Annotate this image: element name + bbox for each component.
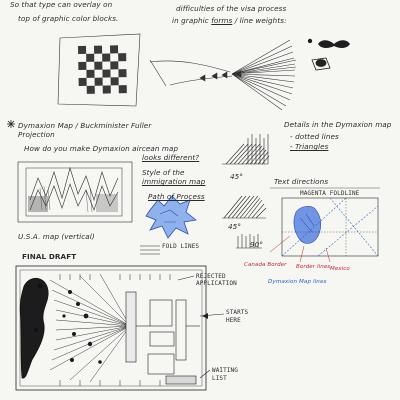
note-visa-weights: / line weights: xyxy=(234,16,287,25)
style-note-line1: Style of the xyxy=(142,168,185,177)
dymaxion-title-line1: Dymaxion Map / Buckminister Fuller xyxy=(18,121,152,130)
details-triangles: - Triangles xyxy=(290,142,329,151)
final-draft-sketch xyxy=(16,266,224,390)
immigration-map-sketch xyxy=(18,162,132,222)
dymaxion-title-line2: Projection xyxy=(18,130,55,139)
magenta-foldline-label: MAGENTA FOLDLINE xyxy=(300,190,360,197)
canada-border-label: Canada Border xyxy=(244,262,287,268)
text-directions-label: Text directions xyxy=(274,177,329,186)
fold-lines-mark xyxy=(140,246,160,254)
note-visa-graphic: in graphic xyxy=(172,16,209,25)
rejected-line1: REJECTED xyxy=(196,273,226,280)
waiting-list-line1: WAITING xyxy=(212,367,238,374)
dymaxion-question: How do you make Dymaxion aircean map xyxy=(24,144,179,153)
style-note-line2: immigration map xyxy=(142,177,206,186)
angle-45-top: 45° xyxy=(230,172,244,181)
path-of-process-label: Path of Process xyxy=(148,192,205,201)
converging-lines-sketch xyxy=(150,40,296,110)
final-draft-label: FINAL DRAFT xyxy=(22,252,77,261)
border-lines-label: Border lines xyxy=(296,264,331,270)
path-of-process-star xyxy=(146,196,196,238)
looks-different-note: looks different? xyxy=(142,153,200,162)
note-overlay-line2: top of graphic color blocks. xyxy=(18,14,119,23)
starts-here-line1: STARTS xyxy=(226,309,249,316)
fold-lines-label: FOLD LINES xyxy=(162,243,200,250)
note-overlay-line1: So that type can overlay on xyxy=(10,0,113,9)
note-visa-line2 xyxy=(172,16,287,25)
cube-doodle xyxy=(312,58,330,70)
asterisk-mark xyxy=(7,120,15,128)
angle-45-bottom: 45° xyxy=(228,222,242,231)
mexico-label: Mexico xyxy=(330,266,350,272)
mustache-doodle xyxy=(308,39,350,48)
dymaxion-lines-label: Dymaxion Map lines xyxy=(268,279,327,285)
starts-here-line2: HERE xyxy=(226,317,241,324)
dymaxion-detail-sketch xyxy=(270,188,380,262)
rejected-line2: APPLICATION xyxy=(196,280,237,287)
checkerboard-sketch xyxy=(58,34,140,106)
details-title: Details in the Dymaxion map xyxy=(284,120,392,129)
note-visa-forms: forms xyxy=(211,16,233,25)
usa-map-label: U.S.A. map (vertical) xyxy=(18,232,95,241)
waiting-list-line2: LIST xyxy=(212,375,227,382)
details-dotted-lines: - dotted lines xyxy=(290,132,339,141)
note-visa-line1: difficulties of the visa process xyxy=(176,4,287,13)
angle-90: 90° xyxy=(250,240,264,249)
